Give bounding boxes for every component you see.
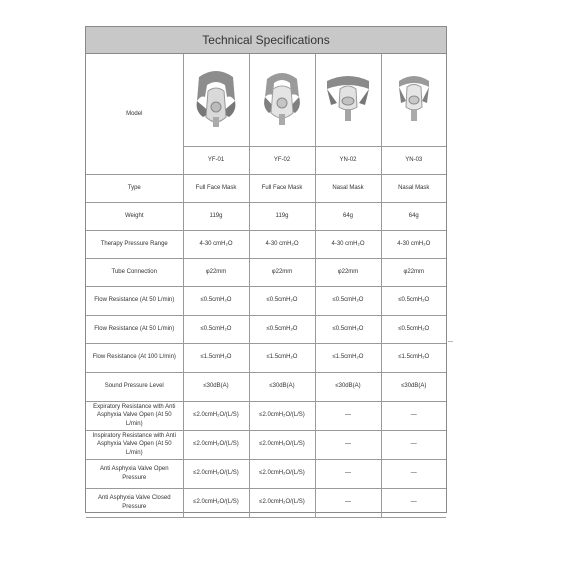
full-face-mask-icon	[257, 67, 307, 133]
spec-value: ≤2.0cmH₂O/(L/S)	[249, 430, 315, 459]
table-title: Technical Specifications	[86, 27, 446, 54]
model-code: YN-03	[381, 146, 446, 174]
spec-value: φ22mm	[249, 258, 315, 286]
nasal-mask-icon	[389, 67, 439, 133]
spec-row	[86, 459, 446, 488]
model-image-cell	[315, 54, 381, 146]
row-label: Flow Resistance (At 100 L/min)	[86, 343, 183, 372]
spec-value: ≤2.0cmH₂O/(L/S)	[249, 459, 315, 488]
spec-value: —	[315, 488, 381, 517]
row-label: Expiratory Resistance with Anti Asphyxia Valve Open (At 50 L/min)	[86, 401, 183, 430]
nasal-mask-icon	[323, 67, 373, 133]
spec-value: φ22mm	[315, 258, 381, 286]
spec-value: 4-30 cmH₂O	[183, 230, 249, 258]
row-label: Inspiratory Resistance with Anti Asphyxia Valve Open (At 50 L/min)	[86, 430, 183, 459]
model-code: YF-02	[249, 146, 315, 174]
spec-value: —	[381, 459, 446, 488]
spec-value: ≤0.5cmH₂O	[381, 315, 446, 343]
full-face-mask-icon	[191, 67, 241, 133]
spec-value: 4-30 cmH₂O	[381, 230, 446, 258]
spec-value: ≤2.0cmH₂O/(L/S)	[183, 488, 249, 517]
spec-value: ≤30dB(A)	[381, 372, 446, 401]
row-label: Anti Asphyxia Valve Closed Pressure	[86, 488, 183, 517]
spec-row	[86, 401, 446, 430]
model-image-cell	[381, 54, 446, 146]
row-label: Sound Pressure Level	[86, 372, 183, 401]
spec-value: ≤1.5cmH₂O	[249, 343, 315, 372]
spec-row	[86, 202, 446, 230]
row-label: Tube Connection	[86, 258, 183, 286]
spec-value: ≤2.0cmH₂O/(L/S)	[249, 488, 315, 517]
spec-value: ≤1.5cmH₂O	[315, 343, 381, 372]
spec-row	[86, 286, 446, 315]
spec-value: ≤30dB(A)	[183, 372, 249, 401]
spec-value: ≤1.5cmH₂O	[381, 343, 446, 372]
model-code: YN-02	[315, 146, 381, 174]
model-image-row	[86, 54, 446, 146]
spec-value: ≤1.5cmH₂O	[183, 343, 249, 372]
spec-value: ≤0.5cmH₂O	[315, 286, 381, 315]
spec-value: ≤0.5cmH₂O	[381, 286, 446, 315]
spec-row	[86, 258, 446, 286]
spec-value: 64g	[315, 202, 381, 230]
spec-value: ≤0.5cmH₂O	[315, 315, 381, 343]
spec-value: Full Face Mask	[183, 174, 249, 202]
spec-value: Full Face Mask	[249, 174, 315, 202]
model-label: Model	[86, 54, 183, 174]
spec-value: ≤0.5cmH₂O	[249, 315, 315, 343]
spec-value: 119g	[183, 202, 249, 230]
spec-value: ≤30dB(A)	[249, 372, 315, 401]
spec-row	[86, 488, 446, 517]
spec-value: ≤30dB(A)	[315, 372, 381, 401]
spec-row	[86, 430, 446, 459]
spec-value: ≤2.0cmH₂O/(L/S)	[183, 401, 249, 430]
spec-table	[86, 54, 446, 518]
spec-value: Nasal Mask	[381, 174, 446, 202]
spec-value: ≤2.0cmH₂O/(L/S)	[183, 459, 249, 488]
row-label: Type	[86, 174, 183, 202]
spec-row	[86, 372, 446, 401]
spec-value: ≤0.5cmH₂O	[183, 315, 249, 343]
spec-value: —	[315, 401, 381, 430]
row-label: Anti Asphyxia Valve Open Pressure	[86, 459, 183, 488]
model-code: YF-01	[183, 146, 249, 174]
spec-value: —	[381, 401, 446, 430]
spec-value: φ22mm	[381, 258, 446, 286]
spec-value: 119g	[249, 202, 315, 230]
spec-value: —	[381, 430, 446, 459]
model-image-cell	[249, 54, 315, 146]
spec-value: 4-30 cmH₂O	[249, 230, 315, 258]
spec-value: 64g	[381, 202, 446, 230]
spec-value: ≤2.0cmH₂O/(L/S)	[249, 401, 315, 430]
spec-sheet	[85, 26, 447, 513]
spec-row	[86, 343, 446, 372]
row-label: Flow Resistance (At 50 L/min)	[86, 286, 183, 315]
spec-value: ≤0.5cmH₂O	[183, 286, 249, 315]
spec-row	[86, 174, 446, 202]
spec-value: —	[381, 488, 446, 517]
spec-value: ≤0.5cmH₂O	[249, 286, 315, 315]
row-label: Weight	[86, 202, 183, 230]
row-label: Flow Resistance (At 50 L/min)	[86, 315, 183, 343]
spec-value: φ22mm	[183, 258, 249, 286]
spec-row	[86, 230, 446, 258]
spec-value: Nasal Mask	[315, 174, 381, 202]
spec-value: 4-30 cmH₂O	[315, 230, 381, 258]
model-image-cell	[183, 54, 249, 146]
spec-value: —	[315, 430, 381, 459]
row-label: Therapy Pressure Range	[86, 230, 183, 258]
spec-value: ≤2.0cmH₂O/(L/S)	[183, 430, 249, 459]
spec-value: —	[315, 459, 381, 488]
page-mark	[448, 341, 453, 342]
spec-row	[86, 315, 446, 343]
